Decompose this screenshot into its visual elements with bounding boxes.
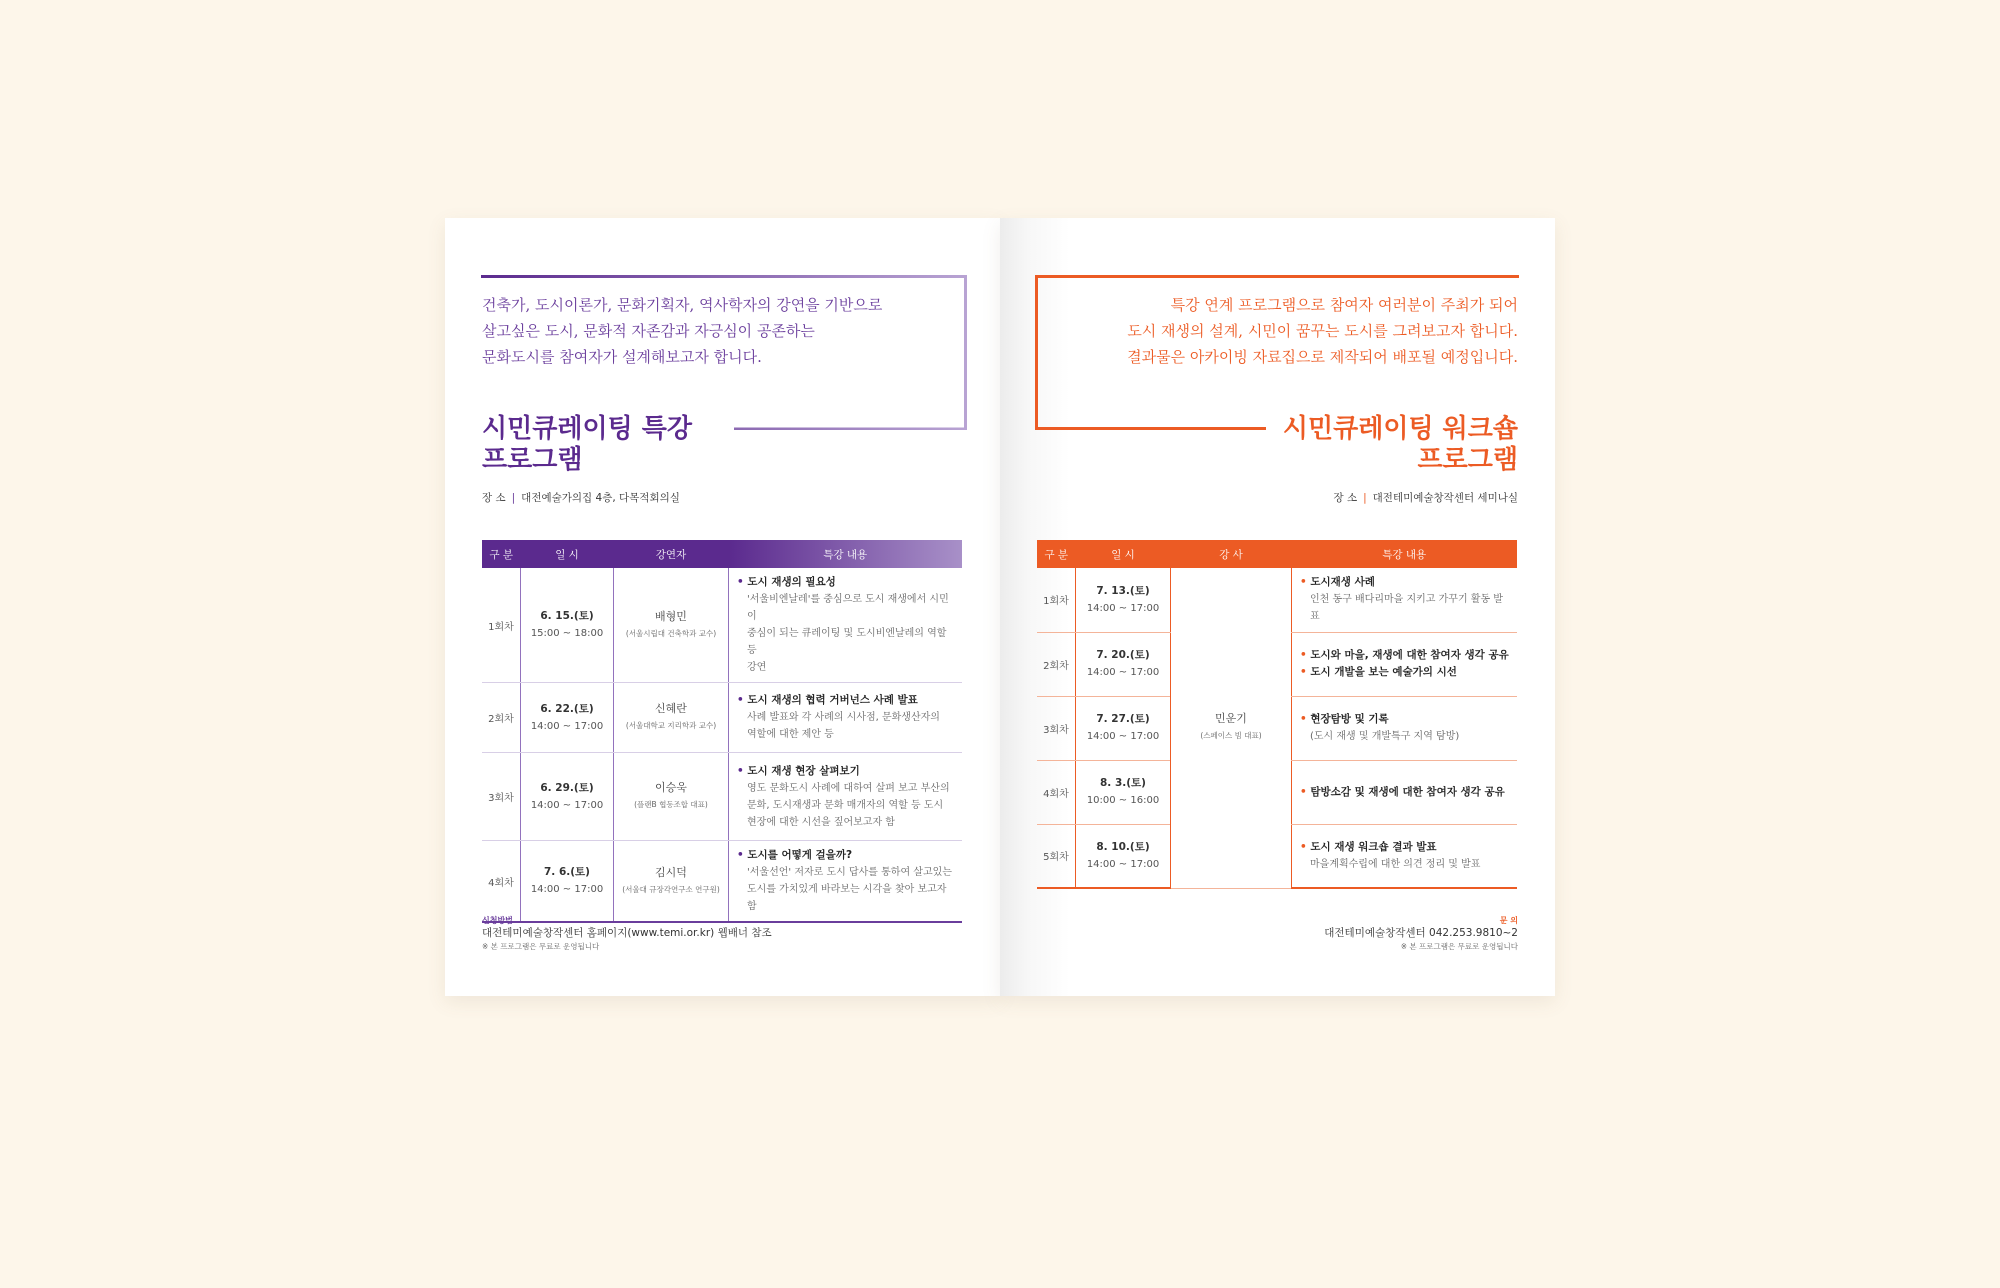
content-desc: (도시 재생 및 개발특구 지역 탐방) — [1310, 731, 1460, 742]
footer-note: ※ 본 프로그램은 무료로 운영됩니다 — [482, 942, 600, 951]
intro-line: 살고싶은 도시, 문화적 자존감과 자긍심이 공존하는 — [482, 322, 815, 340]
content-desc: 도시를 가치있게 바라보는 시각을 찾아 보고자 함 — [747, 884, 947, 912]
content-title: 도시 재생 현장 살펴보기 — [747, 764, 860, 777]
title-line2: 프로그램 — [482, 445, 583, 475]
round-cell: 1회차 — [482, 568, 521, 683]
left-page — [445, 218, 1000, 996]
content-cell: • 도시 재생의 필요성 '서울비엔날레'를 중심으로 도시 재생에서 시민이 중심이 되는 큐레이팅 및 도시비엔날레의 역할 등 강연 — [729, 568, 963, 683]
place-info-left — [482, 490, 680, 505]
date-cell — [521, 683, 614, 753]
section-title-left — [482, 414, 692, 476]
date-cell — [1076, 696, 1171, 760]
round-cell: 5회차 — [1037, 824, 1076, 888]
place-label: 장 소 — [1333, 492, 1358, 504]
round-cell: 3회차 — [482, 753, 521, 841]
time-text: 14:00 ~ 17:00 — [530, 799, 604, 811]
footer-text: 대전테미예술창작센터 홈페이지(www.temi.or.kr) 웹배너 참조 — [482, 927, 772, 939]
footer-right — [1324, 914, 1518, 953]
content-desc: 강연 — [747, 662, 767, 673]
lecture-schedule-table — [482, 540, 962, 923]
content-title: 탐방소감 및 재생에 대한 참여자 생각 공유 — [1310, 785, 1505, 798]
round-cell: 2회차 — [1037, 632, 1076, 696]
content-desc: '서울선언' 저자로 도시 답사를 통하여 살고있는 — [747, 867, 952, 878]
content-title: 현장탐방 및 기록 — [1310, 713, 1389, 725]
intro-line: 건축가, 도시이론가, 문화기획자, 역사학자의 강연을 기반으로 — [482, 296, 883, 314]
speaker-cell — [614, 683, 729, 753]
instructor-name: 민운기 — [1215, 712, 1247, 726]
round-cell: 4회차 — [1037, 760, 1076, 824]
time-text: 14:00 ~ 17:00 — [1086, 667, 1160, 678]
content-desc: 현장에 대한 시선을 짚어보고자 함 — [747, 816, 895, 828]
date-cell — [521, 753, 614, 841]
date-text: 6. 22.(토) — [540, 702, 594, 715]
time-text: 14:00 ~ 17:00 — [530, 884, 604, 895]
content-cell: • 도시를 어떻게 걸을까? '서울선언' 저자로 도시 답사를 통하여 살고있는 도시를 가치있게 바라보는 시각을 찾아 보고자 함 — [729, 841, 963, 923]
date-text: 7. 27.(토) — [1096, 713, 1150, 725]
place-info-right — [1333, 490, 1518, 505]
content-desc: 사례 발표와 각 사례의 시사점, 문화생산자의 — [747, 712, 940, 723]
header-date: 일 시 — [1076, 540, 1171, 568]
footer-note: ※ 본 프로그램은 무료로 운영됩니다 — [1400, 942, 1518, 951]
round-cell: 3회차 — [1037, 696, 1076, 760]
place-separator: | — [511, 492, 516, 504]
content-title: 도시재생 사례 — [1310, 576, 1375, 589]
speaker-cell — [614, 841, 729, 923]
content-title: 도시 개발을 보는 예술가의 시선 — [1310, 666, 1457, 678]
content-title: 도시 재생 워크숍 결과 발표 — [1310, 840, 1437, 853]
content-desc: 영도 문화도시 사례에 대하여 살펴 보고 부산의 — [747, 782, 950, 794]
time-text: 10:00 ~ 16:00 — [1086, 795, 1160, 806]
title-line2: 프로그램 — [1417, 445, 1518, 475]
content-cell: • 도시와 마을, 재생에 대한 참여자 생각 공유 • 도시 개발을 보는 예술가의 시선 — [1292, 632, 1518, 696]
header-content: 특강 내용 — [1292, 540, 1518, 568]
place-value: 대전예술가의집 4층, 다목적회의실 — [521, 492, 680, 504]
footer-label: 문 의 — [1499, 916, 1518, 925]
speaker-affiliation: (서울대학교 지리학과 교수) — [625, 721, 717, 730]
date-cell — [521, 568, 614, 683]
place-separator: | — [1363, 492, 1367, 504]
footer-label: 신청방법 — [482, 916, 513, 925]
header-content: 특강 내용 — [729, 540, 963, 568]
title-line1: 시민큐레이팅 워크숍 — [1282, 414, 1518, 444]
speaker-cell — [614, 753, 729, 841]
speaker-name: 이승욱 — [655, 781, 687, 794]
time-text: 15:00 ~ 18:00 — [530, 628, 604, 639]
table-header-row — [1037, 540, 1517, 568]
header-round: 구 분 — [482, 540, 521, 568]
content-title: 도시와 마을, 재생에 대한 참여자 생각 공유 — [1310, 649, 1509, 661]
instructor-cell — [1171, 568, 1292, 888]
place-label: 장 소 — [482, 492, 506, 504]
round-cell: 4회차 — [482, 841, 521, 923]
content-desc: 역할에 대한 제안 등 — [747, 729, 834, 740]
intro-line: 결과물은 아카이빙 자료집으로 제작되어 배포될 예정입니다. — [1127, 348, 1518, 366]
date-text: 8. 10.(토) — [1096, 840, 1150, 853]
intro-line: 특강 연계 프로그램으로 참여자 여러분이 주최가 되어 — [1170, 296, 1518, 314]
footer-text: 대전테미예술창작센터 042.253.9810~2 — [1324, 927, 1518, 939]
content-cell: • 도시 재생의 협력 거버넌스 사례 발표 사례 발표와 각 사례의 시사점, 문화생산자의 역할에 대한 제안 등 — [729, 683, 963, 753]
date-cell — [1076, 824, 1171, 888]
speaker-name: 신혜란 — [655, 702, 687, 715]
place-value: 대전테미예술창작센터 세미나실 — [1372, 492, 1518, 504]
date-text: 6. 29.(토) — [540, 781, 594, 794]
speaker-affiliation: (서울대 규장각연구소 연구원) — [622, 884, 720, 894]
header-instructor: 강 사 — [1171, 540, 1292, 568]
table-row — [482, 841, 962, 923]
content-title: 도시를 어떻게 걸을까? — [747, 849, 853, 861]
intro-text-left — [482, 292, 952, 370]
round-cell: 2회차 — [482, 683, 521, 753]
time-text: 14:00 ~ 17:00 — [1086, 602, 1160, 614]
content-cell: • 현장탐방 및 기록 (도시 재생 및 개발특구 지역 탐방) — [1292, 696, 1518, 760]
content-cell: • 도시재생 사례 인천 동구 배다리마을 지키고 가꾸기 활동 발표 — [1292, 568, 1518, 632]
date-text: 7. 13.(토) — [1096, 584, 1150, 597]
intro-text-right — [1048, 292, 1518, 370]
date-cell — [1076, 568, 1171, 632]
time-text: 14:00 ~ 17:00 — [1086, 731, 1160, 742]
content-desc: 문화, 도시재생과 문화 매개자의 역할 등 도시 — [747, 799, 944, 811]
speaker-cell — [614, 568, 729, 683]
time-text: 14:00 ~ 17:00 — [530, 720, 604, 732]
date-text: 6. 15.(토) — [540, 610, 594, 622]
content-desc: '서울비엔날레'를 중심으로 도시 재생에서 시민이 — [747, 594, 949, 622]
content-desc: 인천 동구 배다리마을 지키고 가꾸기 활동 발표 — [1310, 594, 1503, 623]
content-desc: 중심이 되는 큐레이팅 및 도시비엔날레의 역할 등 — [747, 628, 947, 656]
time-text: 14:00 ~ 17:00 — [1086, 858, 1160, 870]
content-cell: • 도시 재생 현장 살펴보기 영도 문화도시 사례에 대하여 살펴 보고 부산의 문화, 도시재생과 문화 매개자의 역할 등 도시 현장에 대한 시선을 짚어보고자 함 — [729, 753, 963, 841]
date-cell — [1076, 760, 1171, 824]
date-text: 7. 6.(토) — [544, 866, 590, 878]
content-desc: 마을계획수립에 대한 의견 정리 및 발표 — [1310, 858, 1481, 870]
title-line1: 시민큐레이팅 특강 — [482, 414, 692, 444]
speaker-name: 김시덕 — [655, 865, 687, 879]
workshop-schedule-table — [1037, 540, 1517, 889]
content-cell: • 탐방소감 및 재생에 대한 참여자 생각 공유 — [1292, 760, 1518, 824]
header-round: 구 분 — [1037, 540, 1076, 568]
table-header-row — [482, 540, 962, 568]
right-page — [1000, 218, 1555, 996]
date-text: 7. 20.(토) — [1096, 649, 1150, 661]
content-title: 도시 재생의 협력 거버넌스 사례 발표 — [747, 694, 918, 706]
table-row — [482, 568, 962, 683]
speaker-name: 배형민 — [655, 609, 687, 623]
content-cell: • 도시 재생 워크숍 결과 발표 마을계획수립에 대한 의견 정리 및 발표 — [1292, 824, 1518, 888]
table-row — [482, 753, 962, 841]
content-title: 도시 재생의 필요성 — [747, 576, 836, 588]
intro-line: 도시 재생의 설계, 시민이 꿈꾸는 도시를 그려보고자 합니다. — [1127, 322, 1518, 340]
header-date: 일 시 — [521, 540, 614, 568]
instructor-affiliation: (스페이스 빔 대표) — [1200, 731, 1262, 741]
table-row — [1037, 568, 1517, 632]
speaker-affiliation: (서울시립대 건축학과 교수) — [625, 628, 717, 638]
date-cell — [1076, 632, 1171, 696]
intro-line: 문화도시를 참여자가 설계해보고자 합니다. — [482, 348, 762, 366]
date-text: 8. 3.(토) — [1100, 777, 1146, 789]
header-speaker: 강연자 — [614, 540, 729, 568]
speaker-affiliation: (플랜B 협동조합 대표) — [634, 800, 708, 809]
date-cell — [521, 841, 614, 923]
round-cell: 1회차 — [1037, 568, 1076, 632]
footer-left — [482, 914, 772, 953]
table-row — [482, 683, 962, 753]
section-title-right — [1283, 414, 1518, 476]
